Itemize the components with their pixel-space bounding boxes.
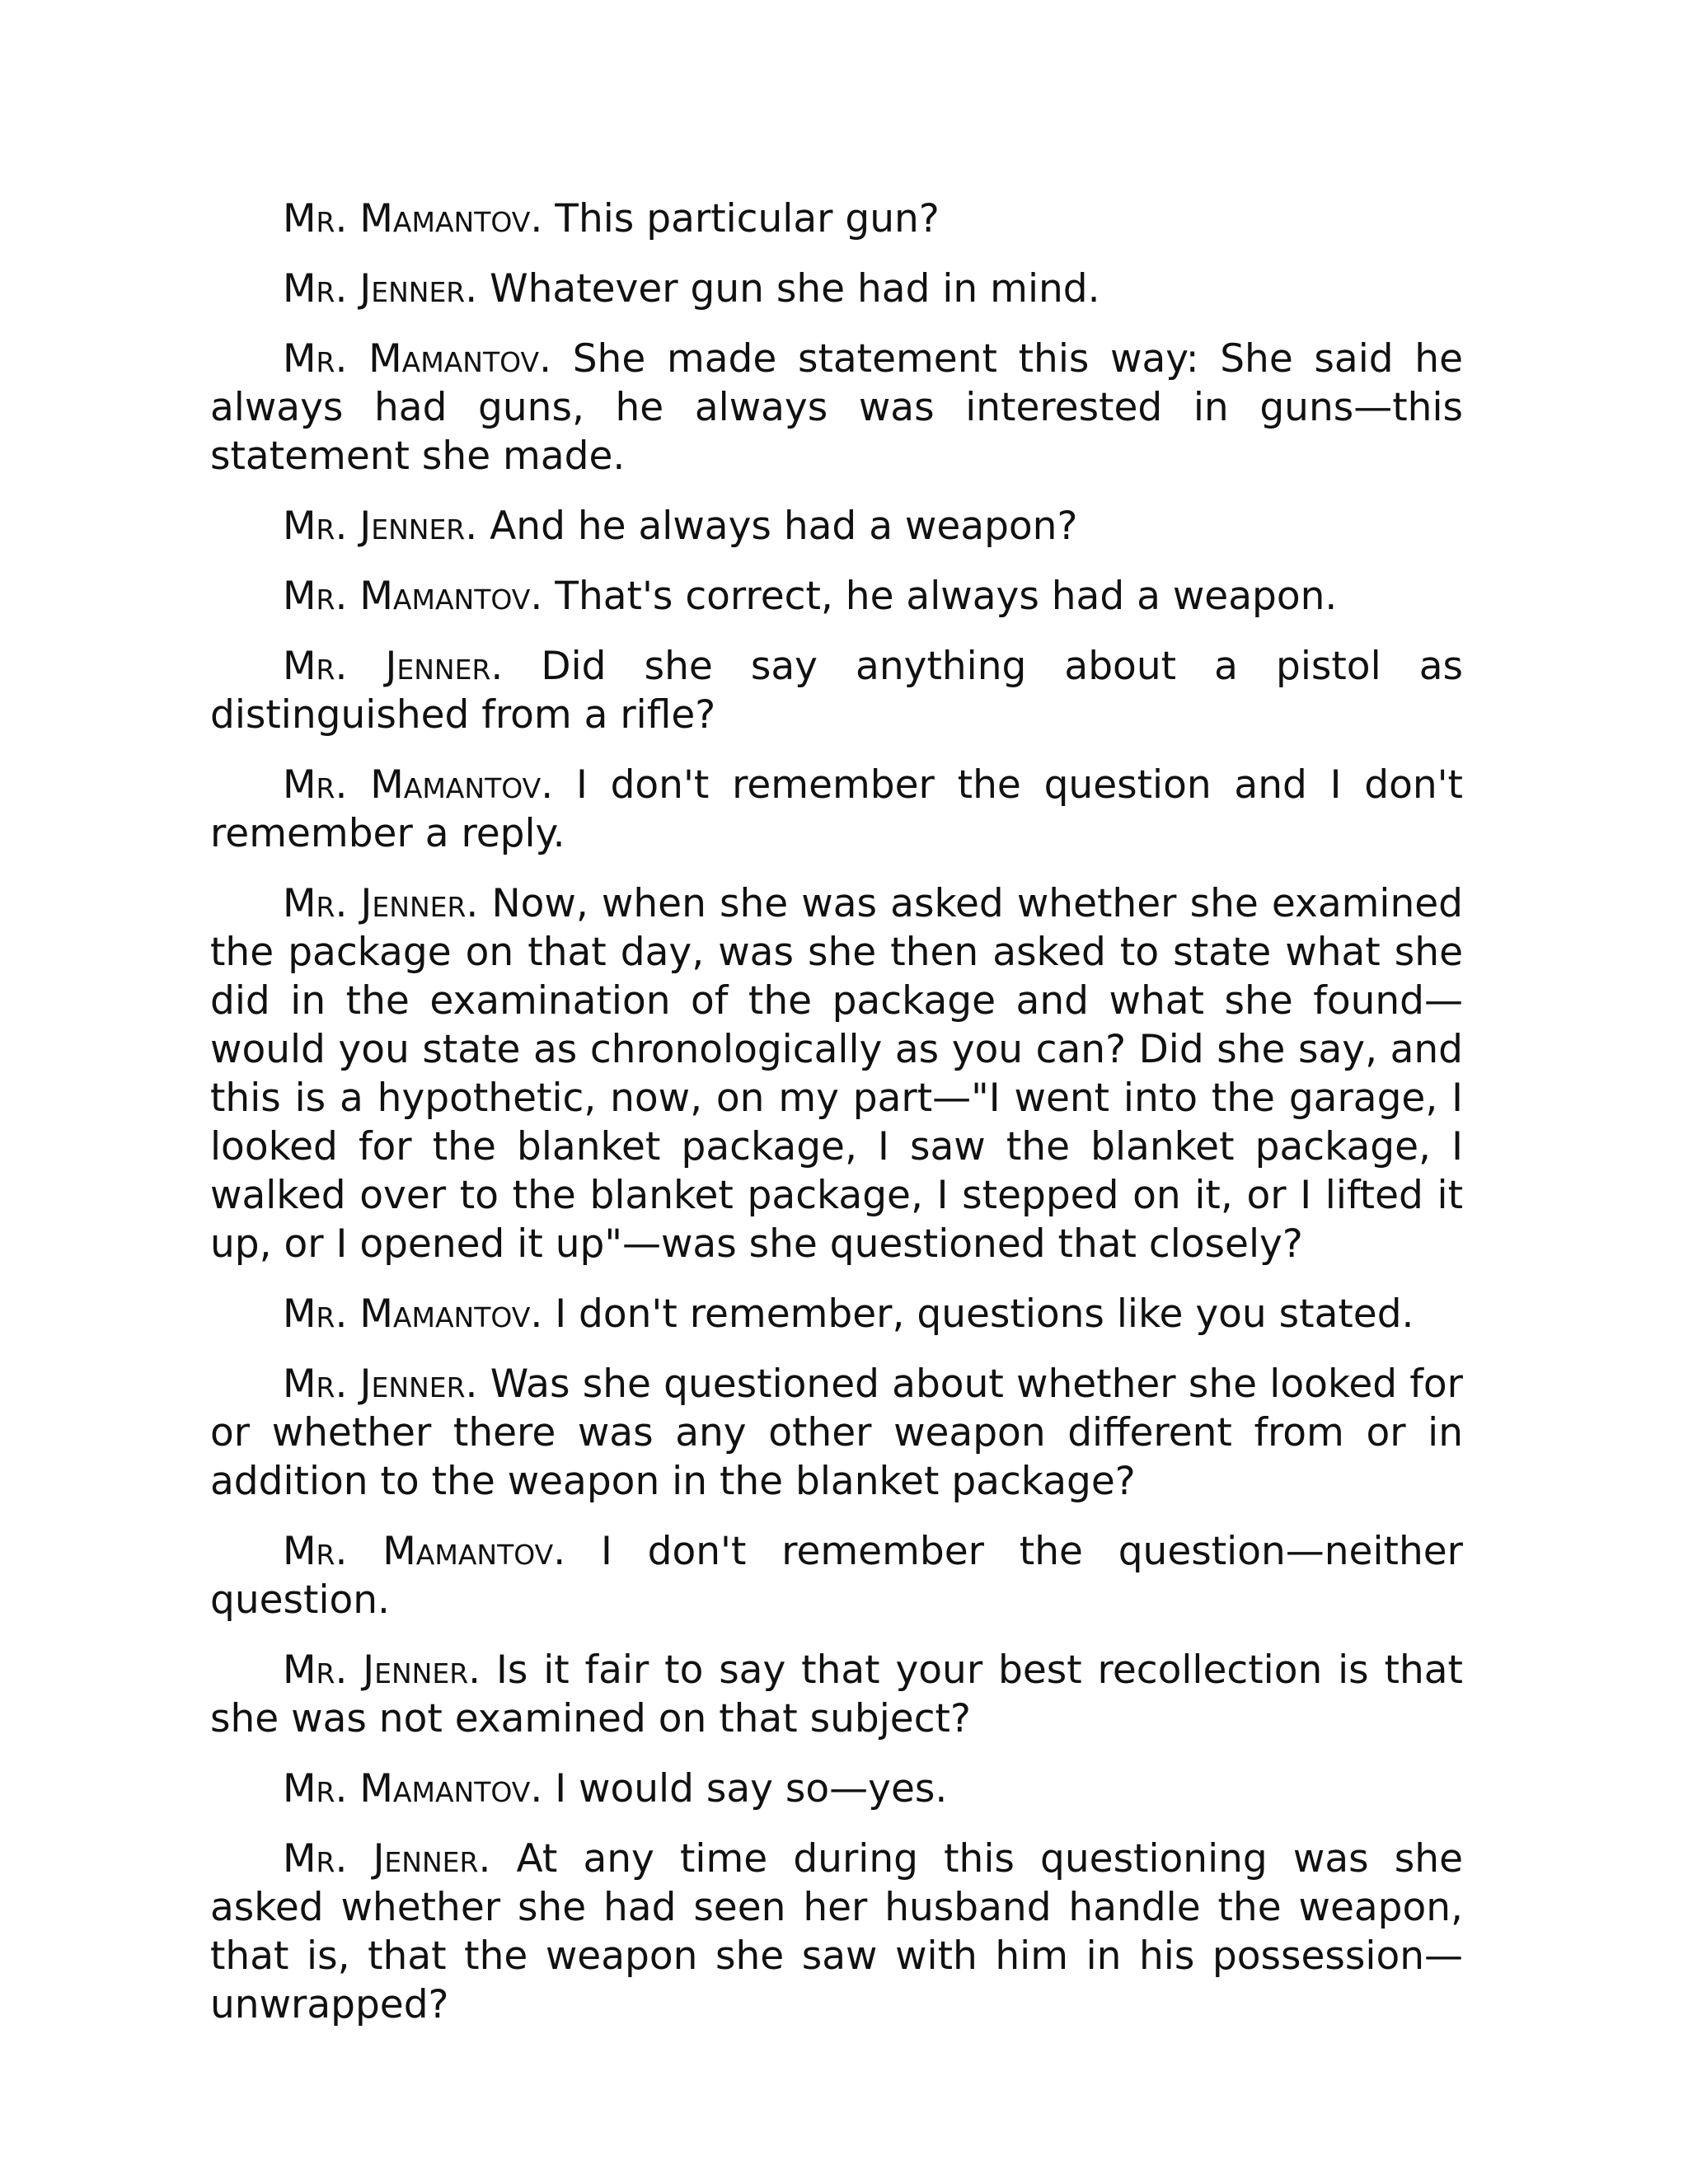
transcript-paragraph: Mr. Mamantov. I don't remember the question and I don't remember a reply. [210, 762, 1463, 856]
speaker-name: Mr. Jenner [283, 644, 491, 689]
speaker-name: Mr. Jenner [283, 1361, 466, 1407]
speech-text: Now, when she was asked whether she examined the package on that day, was she then asked to state what she did in the examination of the package and what she found—would you state as chronologically as you can? Did she say, and this is a hypothetic, now, on my part—"I went into the garage, I looked for the blanket package, I saw the blanket package, I walked over to the blanket package, I stepped on it, or I lifted it up, or I opened it up"—was she questioned that closely? [210, 881, 1463, 1267]
speech-text: Was she questioned about whether she looked for or whether there was any other weapon different from or in addition to the weapon in the blanket package? [210, 1361, 1463, 1504]
speech-text: This particular gun? [542, 196, 940, 241]
speech-text: At any time during this questioning was she asked whether she had seen her husband handle the weapon, that is, that the weapon she saw with him in his possession—unwrapped? [210, 1836, 1463, 2027]
transcript-paragraph: Mr. Jenner. Whatever gun she had in mind. [283, 266, 1100, 312]
transcript-page [210, 194, 1463, 2050]
speech-text: I don't remember, questions like you stated. [542, 1291, 1414, 1337]
speech-text: She made statement this way: She said he always had guns, he always was interested in guns—this statement she made. [210, 336, 1463, 479]
speech-text: And he always had a weapon? [477, 504, 1078, 549]
speaker-name: Mr. Jenner [283, 881, 467, 926]
transcript-paragraph: Mr. Mamantov. I would say so—yes. [283, 1766, 948, 1811]
transcript-paragraph: Mr. Jenner. Was she questioned about whether she looked for or whether there was any other weapon different from or in addition to the weapon in the blanket package? [210, 1361, 1463, 1504]
transcript-paragraph: Mr. Jenner. Is it fair to say that your best recollection is that she was not examined on that subject? [210, 1647, 1463, 1741]
transcript-paragraph: Mr. Jenner. And he always had a weapon? [283, 504, 1078, 549]
speaker-name: Mr. Jenner [283, 504, 466, 549]
speech-text: I don't remember the question—neither question. [210, 1529, 1463, 1623]
speaker-name: Mr. Mamantov [283, 1529, 554, 1574]
transcript-paragraph: Mr. Mamantov. She made statement this way: She said he always had guns, he always was interested in guns—this statement she made. [210, 336, 1463, 479]
speaker-name: Mr. Jenner [283, 1836, 479, 1882]
transcript-paragraph: Mr. Mamantov. I don't remember the question—neither question. [210, 1529, 1463, 1623]
speaker-name: Mr. Mamantov [283, 336, 540, 382]
speaker-name: Mr. Mamantov [283, 1766, 531, 1811]
speech-text: Whatever gun she had in mind. [477, 266, 1100, 312]
transcript-paragraph: Mr. Jenner. At any time during this questioning was she asked whether she had seen her husband handle the weapon, that is, that the weapon she saw with him in his possession—unwrapped? [210, 1836, 1463, 2027]
speaker-name: Mr. Mamantov [283, 1291, 531, 1337]
speaker-name: Mr. Jenner [283, 266, 466, 312]
speech-text: That's correct, he always had a weapon. [542, 574, 1338, 619]
transcript-paragraph: Mr. Jenner. Did she say anything about a pistol as distinguished from a rifle? [210, 644, 1463, 738]
speech-text: Did she say anything about a pistol as distinguished from a rifle? [210, 644, 1463, 738]
transcript-paragraph: Mr. Mamantov. That's correct, he always had a weapon. [283, 574, 1338, 619]
transcript-paragraph: Mr. Mamantov. I don't remember, questions like you stated. [283, 1291, 1414, 1337]
speech-text: Is it fair to say that your best recollection is that she was not examined on that subject? [210, 1647, 1463, 1741]
speech-text: I don't remember the question and I don't remember a reply. [210, 762, 1463, 856]
speaker-name: Mr. Mamantov [283, 574, 531, 619]
transcript-paragraph: Mr. Jenner. Now, when she was asked whether she examined the package on that day, was she then asked to state what she did in the examination of the package and what she found—would you state as chronologically as you can? Did she say, and this is a hypothetic, now, on my part—"I went into the garage, I looked for the blanket package, I saw the blanket package, I walked over to the blanket package, I stepped on it, or I lifted it up, or I opened it up"—was she questioned that closely? [210, 881, 1463, 1267]
speaker-name: Mr. Mamantov [283, 196, 531, 241]
speaker-name: Mr. Jenner [283, 1647, 469, 1693]
speaker-name: Mr. Mamantov [283, 762, 542, 808]
transcript-paragraph: Mr. Mamantov. This particular gun? [283, 196, 940, 241]
speech-text: I would say so—yes. [542, 1766, 948, 1811]
